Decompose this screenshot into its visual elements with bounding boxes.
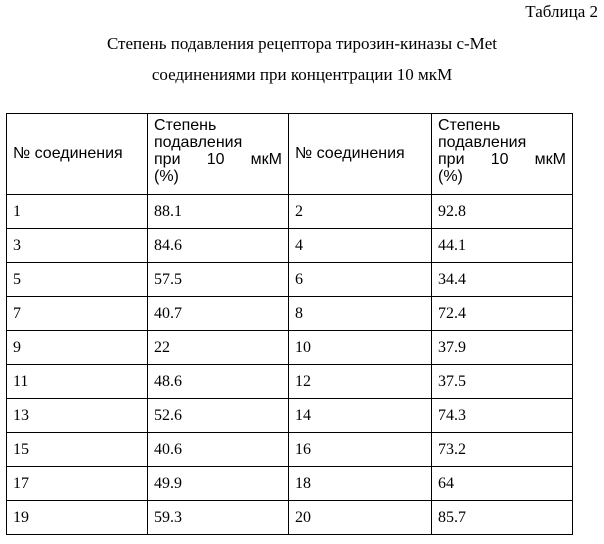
header-degree-line-2: подавления	[154, 134, 243, 151]
cell-compound: 12	[289, 365, 432, 399]
cell-value: 84.6	[148, 229, 289, 263]
table-header-row	[7, 114, 573, 195]
header-degree-line-1: Степень	[438, 117, 501, 134]
table-title-line-2: соединениями при концентрации 10 мкМ	[151, 65, 453, 84]
cell-value: 85.7	[432, 501, 573, 535]
table-label: Таблица 2	[525, 2, 598, 21]
cell-compound: 18	[289, 467, 432, 501]
header-compound-left: № соединения	[7, 114, 148, 195]
header-degree-line-1: Степень	[154, 117, 217, 134]
cell-value: 22	[148, 331, 289, 365]
cell-compound: 19	[7, 501, 148, 535]
cell-compound: 9	[7, 331, 148, 365]
cell-value: 88.1	[148, 195, 289, 229]
cell-value: 48.6	[148, 365, 289, 399]
cell-value: 52.6	[148, 399, 289, 433]
table-row	[7, 501, 573, 535]
cell-compound: 3	[7, 229, 148, 263]
table-row	[7, 263, 573, 297]
table-row	[7, 195, 573, 229]
cell-compound: 13	[7, 399, 148, 433]
cell-compound: 15	[7, 433, 148, 467]
header-degree-word-mkm: мкМ	[250, 151, 282, 168]
cell-compound: 20	[289, 501, 432, 535]
cell-value: 57.5	[148, 263, 289, 297]
header-degree-word-10: 10	[206, 151, 225, 168]
cell-compound: 10	[289, 331, 432, 365]
header-degree-word-10: 10	[490, 151, 509, 168]
cell-compound: 4	[289, 229, 432, 263]
header-compound-right: № соединения	[289, 114, 432, 195]
cell-value: 64	[432, 467, 573, 501]
header-degree-left	[148, 114, 289, 195]
header-degree-word-pri: при	[438, 151, 465, 168]
cell-value: 74.3	[432, 399, 573, 433]
table-row	[7, 297, 573, 331]
cell-compound: 16	[289, 433, 432, 467]
cell-value: 40.7	[148, 297, 289, 331]
table-row	[7, 399, 573, 433]
header-degree-line-4: (%)	[438, 168, 463, 185]
cell-compound: 14	[289, 399, 432, 433]
cell-compound: 7	[7, 297, 148, 331]
cell-compound: 5	[7, 263, 148, 297]
inhibition-table	[6, 113, 573, 535]
table-row	[7, 229, 573, 263]
cell-value: 40.6	[148, 433, 289, 467]
cell-value: 37.5	[432, 365, 573, 399]
cell-compound: 11	[7, 365, 148, 399]
cell-value: 59.3	[148, 501, 289, 535]
header-degree-line-3	[438, 151, 566, 168]
cell-value: 37.9	[432, 331, 573, 365]
table-row	[7, 433, 573, 467]
cell-compound: 1	[7, 195, 148, 229]
header-degree-word-pri: при	[154, 151, 181, 168]
header-degree-line-4: (%)	[154, 168, 179, 185]
table-title-line-1: Степень подавления рецептора тирозин-киназы с-Met	[106, 34, 498, 53]
cell-compound: 8	[289, 297, 432, 331]
cell-value: 92.8	[432, 195, 573, 229]
table-row	[7, 365, 573, 399]
cell-compound: 2	[289, 195, 432, 229]
header-degree-right	[432, 114, 573, 195]
cell-value: 44.1	[432, 229, 573, 263]
cell-value: 73.2	[432, 433, 573, 467]
cell-compound: 6	[289, 263, 432, 297]
header-degree-line-2: подавления	[438, 134, 527, 151]
header-degree-line-3	[154, 151, 282, 168]
cell-value: 49.9	[148, 467, 289, 501]
header-degree-word-mkm: мкМ	[534, 151, 566, 168]
cell-value: 34.4	[432, 263, 573, 297]
cell-compound: 17	[7, 467, 148, 501]
cell-value: 72.4	[432, 297, 573, 331]
table-row	[7, 331, 573, 365]
table-row	[7, 467, 573, 501]
